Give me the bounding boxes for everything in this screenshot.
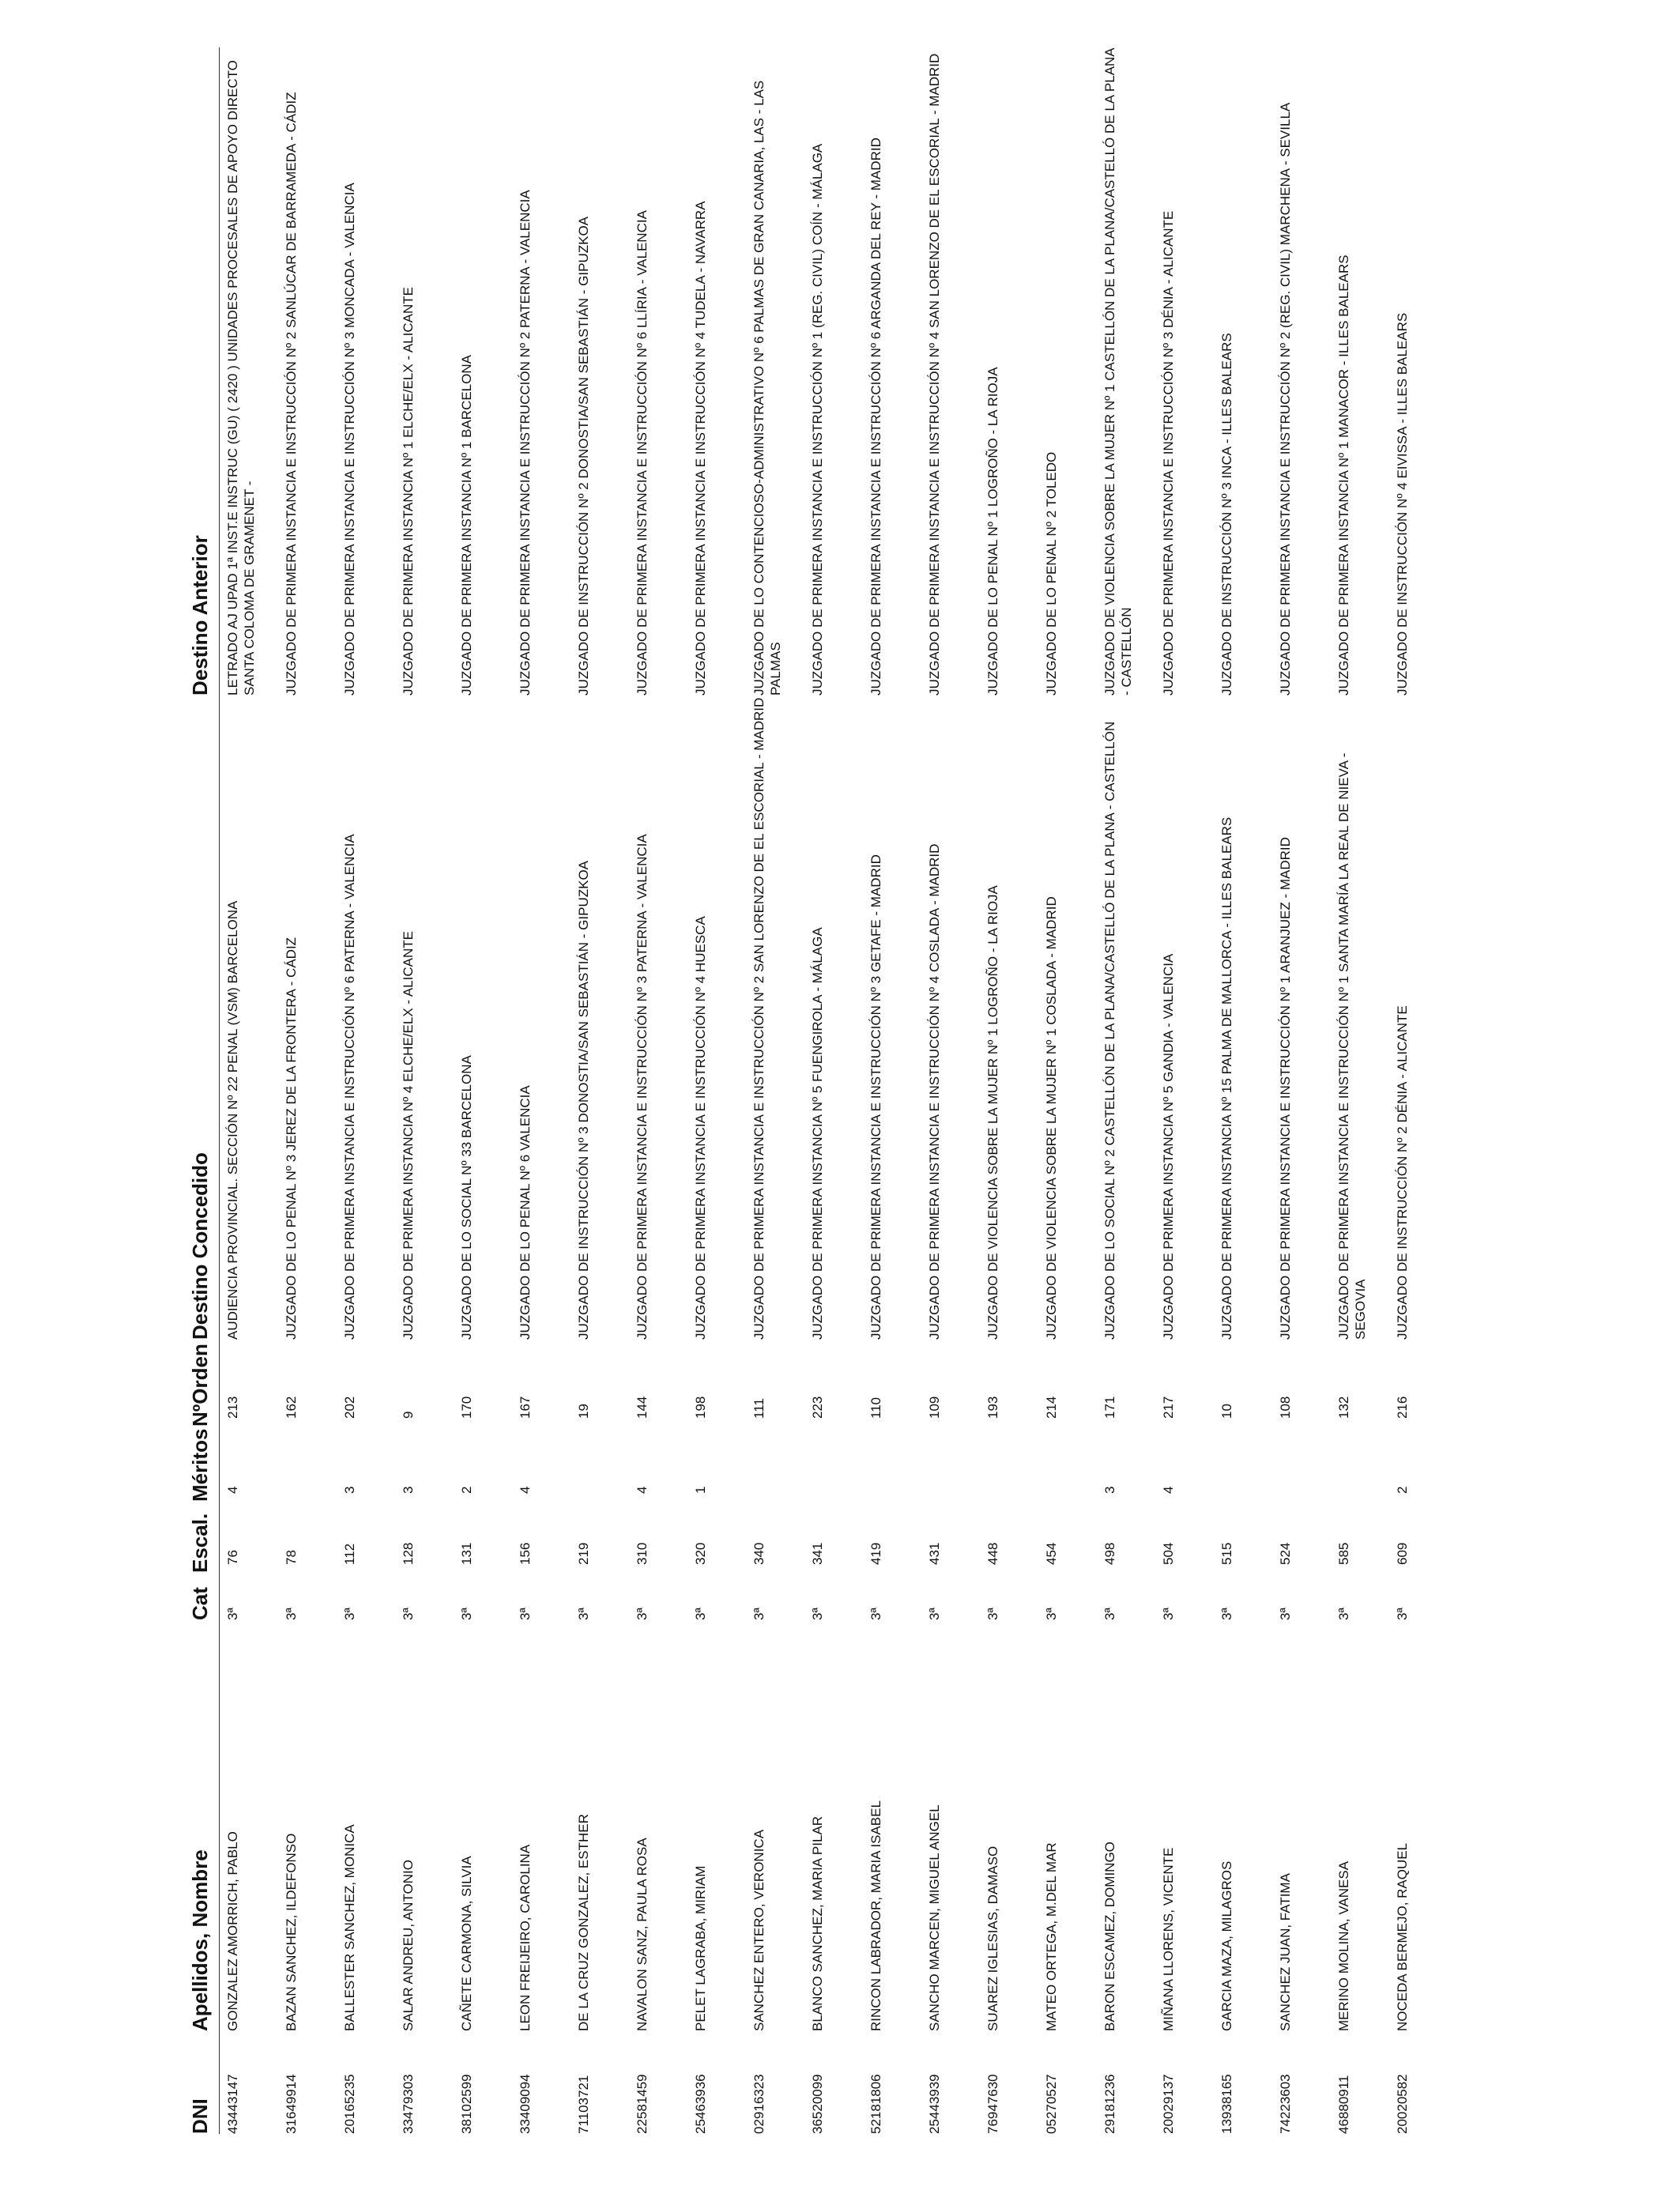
cell-nombre: NOCEDA BERMEJO, RAQUEL <box>1394 1842 1410 2031</box>
cell-orden: 110 <box>868 1397 883 1419</box>
cell-orden: 171 <box>1102 1396 1117 1419</box>
cell-orden: 167 <box>517 1396 533 1419</box>
cell-meritos: 3 <box>341 1486 357 1494</box>
cell-destino-concedido: JUZGADO DE PRIMERA INSTANCIA E INSTRUCCIÓN Nº 4 HUESCA <box>692 916 708 1340</box>
cell-escal: 341 <box>809 1542 825 1565</box>
cell-cat: 3ª <box>225 1608 240 1620</box>
cell-escal: 128 <box>400 1542 416 1565</box>
cell-dni: 13938165 <box>1219 2074 1234 2134</box>
cell-destino-anterior: JUZGADO DE PRIMERA INSTANCIA E INSTRUCCIÓN Nº 3 MONCADA - VALENCIA <box>341 183 357 696</box>
cell-dni: 20165235 <box>341 2074 357 2134</box>
cell-nombre: SANCHO MARCEN, MIGUEL ANGEL <box>926 1804 942 2031</box>
table-row <box>1214 47 1272 2134</box>
cell-cat: 3ª <box>400 1608 416 1620</box>
cell-escal: 585 <box>1335 1542 1351 1565</box>
cell-orden: 19 <box>575 1404 591 1419</box>
destinos-table <box>188 47 1448 2134</box>
cell-meritos: 1 <box>692 1486 708 1494</box>
table-row <box>454 47 512 2134</box>
cell-orden: 10 <box>1219 1404 1234 1419</box>
table-row <box>687 47 746 2134</box>
cell-escal: 515 <box>1219 1542 1234 1565</box>
cell-escal: 431 <box>926 1542 942 1565</box>
cell-dni: 22581459 <box>634 2074 650 2134</box>
cell-meritos <box>1038 1427 1097 1502</box>
cell-escal: 524 <box>1277 1542 1293 1565</box>
cell-destino-anterior: JUZGADO DE PRIMERA INSTANCIA E INSTRUCCIÓN Nº 2 (REG. CIVIL) MARCHENA - SEVILLA <box>1277 102 1293 696</box>
cell-dni: 74223603 <box>1277 2074 1293 2134</box>
cell-destino-anterior: JUZGADO DE PRIMERA INSTANCIA E INSTRUCCIÓN Nº 3 DÉNIA - ALICANTE <box>1160 210 1176 696</box>
cell-orden: 109 <box>926 1396 942 1419</box>
cell-dni: 02916323 <box>751 2074 767 2134</box>
cell-meritos: 3 <box>1102 1486 1117 1494</box>
cell-nombre: MERINO MOLINA, VANESA <box>1335 1860 1351 2031</box>
cell-destino-concedido: JUZGADO DE PRIMERA INSTANCIA E INSTRUCCIÓN Nº 1 SANTA MARÍA LA REAL DE NIEVA - SEGOVIA <box>1335 752 1368 1340</box>
table-row <box>921 47 980 2134</box>
cell-dni: 76947630 <box>985 2074 1000 2134</box>
cell-cat: 3ª <box>1277 1608 1293 1620</box>
cell-nombre: BARON ESCAMEZ, DOMINGO <box>1102 1842 1117 2031</box>
cell-dni: 52181806 <box>868 2074 883 2134</box>
table-row <box>746 47 804 2134</box>
cell-meritos: 3 <box>400 1486 416 1494</box>
cell-orden: 213 <box>225 1396 240 1419</box>
cell-meritos <box>1331 1427 1389 1502</box>
cell-dni: 25463936 <box>692 2074 708 2134</box>
cell-orden: 217 <box>1160 1396 1176 1419</box>
cell-escal: 310 <box>634 1542 650 1565</box>
cell-destino-concedido: JUZGADO DE INSTRUCCIÓN Nº 2 DÉNIA - ALICANTE <box>1394 1005 1410 1340</box>
cell-nombre: BALLESTER SANCHEZ, MONICA <box>341 1824 357 2031</box>
header-dni: DNI <box>188 2031 220 2134</box>
table-body <box>220 47 1448 2134</box>
cell-cat: 3ª <box>634 1608 650 1620</box>
table-row <box>863 47 921 2134</box>
cell-escal: 320 <box>692 1542 708 1565</box>
cell-nombre: BLANCO SANCHEZ, MARIA PILAR <box>809 1815 825 2031</box>
cell-cat: 3ª <box>1219 1608 1234 1620</box>
cell-destino-anterior: JUZGADO DE PRIMERA INSTANCIA Nº 1 BARCELONA <box>458 355 474 696</box>
cell-destino-anterior: JUZGADO DE PRIMERA INSTANCIA Nº 1 ELCHE/ELX - ALICANTE <box>400 287 416 696</box>
header-meritos: Méritos <box>188 1427 220 1502</box>
table-row <box>1038 47 1097 2134</box>
cell-orden: 193 <box>985 1396 1000 1419</box>
cell-destino-concedido: JUZGADO DE LO PENAL Nº 6 VALENCIA <box>517 1085 533 1340</box>
cell-nombre: CAÑETE CARMONA, SILVIA <box>458 1856 474 2031</box>
cell-nombre: DE LA CRUZ GONZALEZ, ESTHER <box>575 1814 591 2031</box>
header-cat: Cat <box>188 1573 220 1620</box>
cell-cat: 3ª <box>1102 1608 1117 1620</box>
cell-cat: 3ª <box>1160 1608 1176 1620</box>
cell-destino-anterior: JUZGADO DE VIOLENCIA SOBRE LA MUJER Nº 1 CASTELLÓN DE LA PLANA/CASTELLÓ DE LA PLANA - CASTELLÓN <box>1102 48 1134 696</box>
table-row <box>1331 47 1389 2134</box>
cell-escal: 609 <box>1394 1542 1410 1565</box>
cell-meritos <box>1214 1427 1272 1502</box>
cell-meritos: 4 <box>225 1486 240 1494</box>
cell-nombre: BAZAN SANCHEZ, ILDEFONSO <box>283 1833 299 2031</box>
cell-cat: 3ª <box>751 1608 767 1620</box>
cell-orden: 214 <box>1043 1396 1059 1419</box>
cell-escal: 504 <box>1160 1542 1176 1565</box>
cell-meritos <box>571 1427 629 1502</box>
table-row <box>629 47 687 2134</box>
cell-meritos <box>804 1427 863 1502</box>
cell-destino-concedido: JUZGADO DE LO SOCIAL Nº 2 CASTELLÓN DE LA PLANA/CASTELLÓ DE LA PLANA - CASTELLÓN <box>1102 721 1117 1340</box>
cell-meritos <box>863 1427 921 1502</box>
cell-orden: 223 <box>809 1396 825 1419</box>
header-escal: Escal. <box>188 1502 220 1573</box>
cell-destino-anterior: JUZGADO DE INSTRUCCIÓN Nº 4 EIVISSA - ILLES BALEARS <box>1394 312 1410 696</box>
cell-orden: 144 <box>634 1396 650 1419</box>
cell-escal: 156 <box>517 1542 533 1565</box>
cell-destino-anterior: JUZGADO DE PRIMERA INSTANCIA E INSTRUCCIÓN Nº 6 LLÍRIA - VALENCIA <box>634 210 650 696</box>
header-destino-anterior: Destino Anterior <box>188 47 220 696</box>
table-row <box>1272 47 1331 2134</box>
cell-nombre: RINCON LABRADOR, MARIA ISABEL <box>868 1800 883 2031</box>
cell-orden: 111 <box>751 1398 767 1419</box>
cell-nombre: LEON FREIJEIRO, CAROLINA <box>517 1844 533 2031</box>
cell-dni: 38102599 <box>458 2074 474 2134</box>
cell-destino-concedido: JUZGADO DE INSTRUCCIÓN Nº 3 DONOSTIA/SAN SEBASTIÁN - GIPUZKOA <box>575 860 591 1340</box>
cell-dni: 20029137 <box>1160 2074 1176 2134</box>
cell-dni: 20020582 <box>1394 2074 1410 2134</box>
cell-escal: 131 <box>458 1542 474 1565</box>
cell-cat: 3ª <box>809 1608 825 1620</box>
cell-meritos <box>278 1427 337 1502</box>
cell-nombre: NAVALON SANZ, PAULA ROSA <box>634 1838 650 2031</box>
cell-meritos <box>1272 1427 1331 1502</box>
cell-escal: 419 <box>868 1542 883 1565</box>
cell-meritos <box>980 1427 1038 1502</box>
cell-meritos: 4 <box>517 1486 533 1494</box>
cell-cat: 3ª <box>458 1608 474 1620</box>
cell-destino-anterior: JUZGADO DE PRIMERA INSTANCIA E INSTRUCCIÓN Nº 4 TUDELA - NAVARRA <box>692 201 708 696</box>
cell-cat: 3ª <box>926 1608 942 1620</box>
table-row <box>1097 47 1155 2134</box>
cell-destino-concedido: JUZGADO DE PRIMERA INSTANCIA E INSTRUCCIÓN Nº 2 SAN LORENZO DE EL ESCORIAL - MADRID <box>751 697 767 1340</box>
cell-destino-concedido: JUZGADO DE PRIMERA INSTANCIA E INSTRUCCIÓN Nº 1 ARANJUEZ - MADRID <box>1277 837 1293 1340</box>
cell-destino-concedido: JUZGADO DE PRIMERA INSTANCIA Nº 5 FUENGIROLA - MÁLAGA <box>809 927 825 1340</box>
cell-destino-concedido: JUZGADO DE PRIMERA INSTANCIA E INSTRUCCIÓN Nº 3 PATERNA - VALENCIA <box>634 834 650 1340</box>
table-row <box>512 47 571 2134</box>
rotated-page <box>188 47 1658 2134</box>
cell-orden: 202 <box>341 1396 357 1419</box>
cell-orden: 198 <box>692 1396 708 1419</box>
header-orden: NºOrden <box>188 1340 220 1427</box>
cell-dni: 33479303 <box>400 2074 416 2134</box>
cell-nombre: MIÑANA LLORENS, VICENTE <box>1160 1847 1176 2031</box>
cell-destino-concedido: JUZGADO DE PRIMERA INSTANCIA Nº 15 PALMA DE MALLORCA - ILLES BALEARS <box>1219 816 1234 1340</box>
cell-dni: 43443147 <box>225 2074 240 2134</box>
cell-orden: 9 <box>400 1411 416 1419</box>
cell-orden: 170 <box>458 1396 474 1419</box>
cell-destino-concedido: JUZGADO DE VIOLENCIA SOBRE LA MUJER Nº 1 LOGROÑO - LA RIOJA <box>985 885 1000 1340</box>
cell-destino-anterior: JUZGADO DE INSTRUCCIÓN Nº 3 INCA - ILLES BALEARS <box>1219 333 1234 696</box>
cell-nombre: SUAREZ IGLESIAS, DAMASO <box>985 1845 1000 2031</box>
cell-orden: 108 <box>1277 1396 1293 1419</box>
table-row <box>395 47 454 2134</box>
cell-nombre: GONZALEZ AMORRICH, PABLO <box>225 1831 240 2031</box>
cell-cat: 3ª <box>868 1608 883 1620</box>
cell-destino-anterior: JUZGADO DE PRIMERA INSTANCIA E INSTRUCCIÓN Nº 4 SAN LORENZO DE EL ESCORIAL - MADRID <box>926 53 942 696</box>
table-row <box>337 47 395 2134</box>
cell-orden: 216 <box>1394 1396 1410 1419</box>
cell-destino-anterior: JUZGADO DE LO PENAL Nº 1 LOGROÑO - LA RIOJA <box>985 367 1000 696</box>
cell-escal: 219 <box>575 1542 591 1565</box>
table-row <box>571 47 629 2134</box>
table-row <box>278 47 337 2134</box>
cell-nombre: GARCIA MAZA, MILAGROS <box>1219 1860 1234 2031</box>
cell-destino-concedido: JUZGADO DE LO PENAL Nº 3 JEREZ DE LA FRONTERA - CÁDIZ <box>283 937 299 1340</box>
cell-dni: 71103721 <box>575 2075 591 2134</box>
cell-destino-concedido: JUZGADO DE PRIMERA INSTANCIA Nº 5 GANDIA - VALENCIA <box>1160 953 1176 1340</box>
cell-escal: 340 <box>751 1542 767 1565</box>
table-row <box>804 47 863 2134</box>
cell-destino-anterior: JUZGADO DE LO CONTENCIOSO-ADMINISTRATIVO Nº 6 PALMAS DE GRAN CANARIA, LAS - LAS PALMAS <box>751 80 783 696</box>
cell-cat: 3ª <box>283 1608 299 1620</box>
cell-destino-concedido: JUZGADO DE PRIMERA INSTANCIA E INSTRUCCIÓN Nº 4 COSLADA - MADRID <box>926 843 942 1340</box>
cell-destino-anterior: JUZGADO DE LO PENAL Nº 2 TOLEDO <box>1043 451 1059 696</box>
cell-destino-concedido: JUZGADO DE LO SOCIAL Nº 33 BARCELONA <box>458 1055 474 1340</box>
cell-nombre: PELET LAGRABA, MIRIAM <box>692 1865 708 2031</box>
cell-orden: 162 <box>283 1396 299 1419</box>
cell-cat: 3ª <box>985 1608 1000 1620</box>
table-row <box>980 47 1038 2134</box>
cell-escal: 78 <box>283 1550 299 1565</box>
cell-cat: 3ª <box>1394 1608 1410 1620</box>
cell-nombre: SANCHEZ ENTERO, VERONICA <box>751 1829 767 2031</box>
cell-cat: 3ª <box>575 1608 591 1620</box>
table-row <box>1389 47 1448 2134</box>
header-nombre: Apellidos, Nombre <box>188 1620 220 2031</box>
cell-meritos: 4 <box>634 1486 650 1494</box>
cell-destino-anterior: JUZGADO DE PRIMERA INSTANCIA E INSTRUCCIÓN Nº 2 PATERNA - VALENCIA <box>517 190 533 696</box>
cell-nombre: MATEO ORTEGA, M.DEL MAR <box>1043 1842 1059 2031</box>
cell-meritos: 2 <box>458 1486 474 1494</box>
cell-escal: 112 <box>341 1543 357 1565</box>
cell-meritos <box>921 1427 980 1502</box>
cell-destino-concedido: JUZGADO DE PRIMERA INSTANCIA Nº 4 ELCHE/ELX - ALICANTE <box>400 931 416 1340</box>
cell-nombre: SANCHEZ JUAN, FATIMA <box>1277 1873 1293 2031</box>
cell-destino-anterior: JUZGADO DE PRIMERA INSTANCIA E INSTRUCCIÓN Nº 1 (REG. CIVIL) COÍN - MÁLAGA <box>809 143 825 696</box>
cell-dni: 31649914 <box>283 2074 299 2134</box>
cell-dni: 33409094 <box>517 2074 533 2134</box>
table-row <box>220 47 278 2134</box>
cell-escal: 448 <box>985 1542 1000 1565</box>
cell-dni: 05270527 <box>1043 2074 1059 2134</box>
cell-meritos <box>746 1427 804 1502</box>
header-row <box>188 47 220 2134</box>
cell-dni: 25443939 <box>926 2074 942 2134</box>
cell-cat: 3ª <box>1335 1608 1351 1620</box>
cell-dni: 36520099 <box>809 2074 825 2134</box>
cell-cat: 3ª <box>517 1608 533 1620</box>
cell-destino-concedido: AUDIENCIA PROVINCIAL. SECCIÓN Nº 22 PENAL (VSM) BARCELONA <box>225 900 240 1340</box>
cell-meritos: 2 <box>1394 1486 1410 1494</box>
cell-meritos: 4 <box>1160 1486 1176 1494</box>
cell-escal: 498 <box>1102 1542 1117 1565</box>
cell-dni: 46880911 <box>1335 2075 1351 2134</box>
cell-cat: 3ª <box>341 1608 357 1620</box>
header-destino-concedido: Destino Concedido <box>188 696 220 1340</box>
cell-destino-concedido: JUZGADO DE PRIMERA INSTANCIA E INSTRUCCIÓN Nº 6 PATERNA - VALENCIA <box>341 834 357 1340</box>
cell-destino-anterior: LETRADO AJ UPAD 1ª INST.E INSTRUC (GU) ( 2420 ) UNIDADES PROCESALES DE APOYO DIRECTO SANTA COLOMA DE GRAMENET - <box>225 60 257 696</box>
cell-destino-anterior: JUZGADO DE INSTRUCCIÓN Nº 2 DONOSTIA/SAN SEBASTIÁN - GIPUZKOA <box>575 216 591 696</box>
cell-escal: 76 <box>225 1550 240 1565</box>
table-row <box>1155 47 1214 2134</box>
cell-destino-anterior: JUZGADO DE PRIMERA INSTANCIA Nº 1 MANACOR - ILLES BALEARS <box>1335 254 1351 696</box>
cell-destino-anterior: JUZGADO DE PRIMERA INSTANCIA E INSTRUCCIÓN Nº 6 ARGANDA DEL REY - MADRID <box>868 138 883 696</box>
cell-destino-anterior: JUZGADO DE PRIMERA INSTANCIA E INSTRUCCIÓN Nº 2 SANLÚCAR DE BARRAMEDA - CÁDIZ <box>283 92 299 696</box>
cell-escal: 454 <box>1043 1542 1059 1565</box>
cell-orden: 132 <box>1335 1396 1351 1419</box>
cell-destino-concedido: JUZGADO DE PRIMERA INSTANCIA E INSTRUCCIÓN Nº 3 GETAFE - MADRID <box>868 854 883 1340</box>
cell-cat: 3ª <box>692 1608 708 1620</box>
cell-nombre: SALAR ANDREU, ANTONIO <box>400 1860 416 2031</box>
cell-dni: 29181236 <box>1102 2074 1117 2134</box>
cell-destino-concedido: JUZGADO DE VIOLENCIA SOBRE LA MUJER Nº 1 COSLADA - MADRID <box>1043 896 1059 1340</box>
cell-cat: 3ª <box>1043 1608 1059 1620</box>
